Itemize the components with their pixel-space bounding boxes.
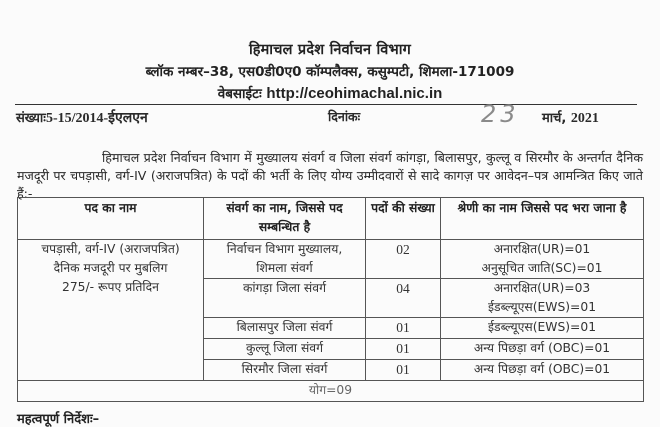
post-name-cell [18, 240, 204, 381]
date-month: मार्च, [542, 111, 567, 126]
count-cell: 02 [366, 240, 441, 279]
cadre-cell: कुल्लू जिला संवर्ग [204, 339, 366, 360]
reference-number-value: 5-15/2014-ईएलएन [45, 111, 148, 126]
count-cell: 01 [366, 360, 441, 381]
category-cell: ईडब्ल्यूएस(EWS)=01 [441, 318, 644, 339]
website-label: वेबसाईटः [217, 86, 262, 102]
category-cell: अन्य पिछड़ा वर्ग (OBC)=01 [441, 360, 644, 381]
date-label: दिनांकः [328, 109, 361, 124]
category-line: अनारक्षित(UR)=01 [493, 242, 591, 256]
category-cell [441, 240, 644, 279]
cadre-cell [204, 279, 366, 318]
notice-paragraph [17, 149, 643, 203]
important-instructions-heading: महत्वपूर्ण निर्देशः– [17, 412, 100, 427]
post-name-line3: 275/- रूपए प्रतिदिन [62, 280, 159, 294]
total-cell: योग=09 [18, 381, 644, 402]
date-day-handwritten: 23 [481, 100, 520, 128]
header-post-name: पद का नाम [18, 198, 204, 240]
cadre-cell [204, 240, 366, 279]
cadre-line: कांगड़ा जिला संवर्ग [242, 281, 327, 295]
table-row [18, 240, 644, 279]
cadre-cell: बिलासपुर जिला संवर्ग [204, 318, 366, 339]
cadre-line: शिमला संवर्ग [256, 261, 313, 275]
post-name-line2: दैनिक मजदूरी पर मुबलिग [53, 261, 168, 275]
table-header-row [18, 198, 644, 240]
header-divider [15, 104, 637, 105]
header-post-count: पदों की संख्या [366, 198, 441, 240]
reference-number [16, 108, 148, 127]
website-line [0, 84, 660, 102]
cadre-cell: सिरमौर जिला संवर्ग [204, 360, 366, 381]
notice-paragraph-text: हिमाचल प्रदेश निर्वाचन विभाग में मुख्यालय संवर्ग व जिला संवर्ग कांगड़ा, बिलासपुर, कुल्लू व सिरमौर के अन्तर्गत दैनिक मजदूरी पर चपड़ासी, वर्ग-IV (अराजपत्रित) के पदों की भर्ती के लिए योग्य उम्मीदवारों से सादे कागज़ पर आवेदन–पत्र आमन्त्रित किए जाते हैं:- [17, 150, 643, 201]
department-title: हिमाचल प्रदेश निर्वाचन विभाग [248, 42, 412, 58]
website-link[interactable]: http://ceohimachal.nic.in [266, 85, 443, 102]
date-year: 2021 [570, 111, 599, 126]
date-month-year [542, 108, 599, 127]
header-category-name: श्रेणी का नाम जिससे पद भरा जाना है [441, 198, 644, 240]
table-total-row [18, 381, 644, 402]
count-cell: 01 [366, 318, 441, 339]
header-cadre-name: संवर्ग का नाम, जिससे पद सम्बन्धित है [204, 198, 366, 240]
reference-number-label: संख्याः [16, 111, 46, 126]
count-cell: 01 [366, 339, 441, 360]
category-line: ईडब्ल्यूएस(EWS)=01 [487, 300, 597, 314]
posts-table [17, 197, 644, 402]
department-address: ब्लॉक नम्बर–38, एस0डी0ए0 कॉम्पलैक्स, कसुम्पटी, शिमला-171009 [145, 64, 515, 80]
category-cell: अन्य पिछड़ा वर्ग (OBC)=01 [441, 339, 644, 360]
category-line: अनारक्षित(UR)=03 [493, 281, 591, 295]
category-cell [441, 279, 644, 318]
count-cell: 04 [366, 279, 441, 318]
category-line: अनुसूचित जाति(SC)=01 [481, 261, 603, 275]
post-name-line1: चपड़ासी, वर्ग-IV (अराजपत्रित) [41, 242, 180, 256]
cadre-line: निर्वाचन विभाग मुख्यालय, [226, 242, 343, 256]
